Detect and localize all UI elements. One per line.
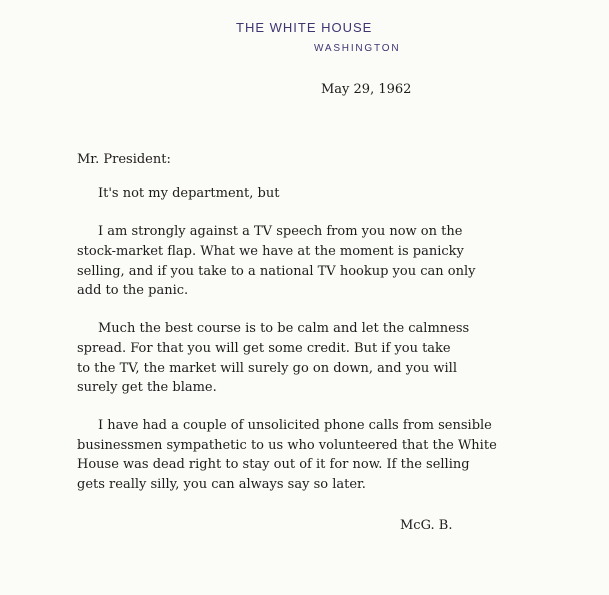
paragraph-4-line-3: House was dead right to stay out of it for now. If the selling bbox=[77, 457, 470, 472]
paragraph-3-line-1: Much the best course is to be calm and let the calmness bbox=[98, 321, 470, 336]
paragraph-1-line-1: It's not my department, but bbox=[98, 186, 280, 201]
paragraph-2-line-4: add to the panic. bbox=[77, 283, 189, 298]
letter-date: May 29, 1962 bbox=[321, 82, 412, 97]
paragraph-2-line-1: I am strongly against a TV speech from you now on the bbox=[98, 224, 463, 239]
paragraph-4-line-2: businessmen sympathetic to us who volunteered that the White bbox=[77, 438, 497, 453]
paragraph-2-line-2: stock-market flap. What we have at the moment is panicky bbox=[77, 244, 464, 259]
paragraph-3-line-4: surely get the blame. bbox=[77, 380, 217, 395]
letterhead-city: WASHINGTON bbox=[314, 43, 401, 54]
paragraph-3-line-2: spread. For that you will get some credit. But if you take bbox=[77, 341, 451, 356]
paragraph-4-line-1: I have had a couple of unsolicited phone calls from sensible bbox=[98, 418, 492, 433]
paragraph-4-line-4: gets really silly, you can always say so later. bbox=[77, 477, 366, 492]
letterhead-title: THE WHITE HOUSE bbox=[236, 20, 373, 35]
salutation: Mr. President: bbox=[77, 152, 171, 167]
paragraph-3-line-3: to the TV, the market will surely go on down, and you will bbox=[77, 361, 457, 376]
paragraph-2-line-3: selling, and if you take to a national TV hookup you can only bbox=[77, 264, 476, 279]
signature: McG. B. bbox=[400, 518, 453, 533]
